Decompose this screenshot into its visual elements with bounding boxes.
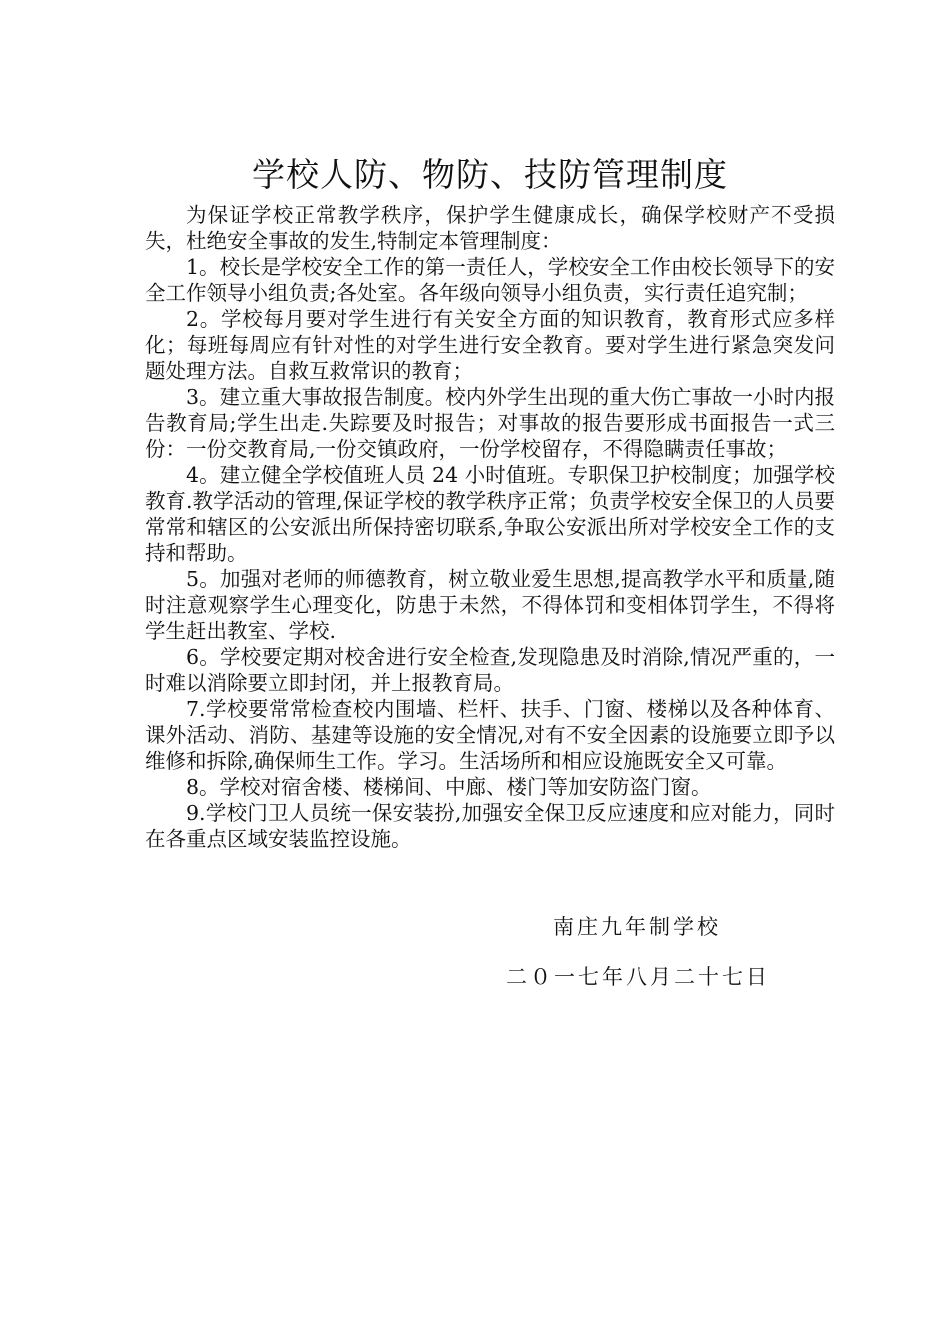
paragraph-item-2: 2。学校每月要对学生进行有关安全方面的知识教育，教育形式应多样化；每班每周应有针对性的对学生进行安全教育。要对学生进行紧急突发问题处理方法。自救互救常识的教育；	[145, 307, 835, 383]
signature-date: 二０一七年八月二十七日	[506, 965, 770, 989]
paragraph-item-1: 1。校长是学校安全工作的第一责任人，学校安全工作由校长领导下的安全工作领导小组负责;各处室。各年级向领导小组负责，实行责任追究制；	[145, 255, 835, 305]
paragraph-item-9: 9.学校门卫人员统一保安装扮,加强安全保卫反应速度和应对能力，同时在各重点区域安装监控设施。	[145, 801, 835, 851]
paragraph-item-5: 5。加强对老师的师德教育，树立敬业爱生思想,提高教学水平和质量,随时注意观察学生心理变化，防患于未然，不得体罚和变相体罚学生，不得将学生赶出教室、学校.	[145, 567, 835, 643]
paragraph-item-3: 3。建立重大事故报告制度。校内外学生出现的重大伤亡事故一小时内报告教育局;学生出走.失踪要及时报告；对事故的报告要形成书面报告一式三份：一份交教育局,一份交镇政府，一份学校留存，不得隐瞒责任事故；	[145, 385, 835, 461]
paragraph-item-8: 8。学校对宿舍楼、楼梯间、中廊、楼门等加安防盗门窗。	[186, 775, 712, 799]
signature-organization: 南庄九年制学校	[553, 915, 721, 939]
paragraph-item-7: 7.学校要常常检查校内围墙、栏杆、扶手、门窗、楼梯以及各种体育、课外活动、消防、基建等设施的安全情况,对有不安全因素的设施要立即予以维修和拆除,确保师生工作。学习。生活场所和相应设施既安全又可靠。	[145, 697, 835, 773]
document-title: 学校人防、物防、技防管理制度	[252, 155, 728, 194]
paragraph-item-6: 6。学校要定期对校舍进行安全检查,发现隐患及时消除,情况严重的，一时难以消除要立即封闭，并上报教育局。	[145, 645, 835, 695]
document-body	[145, 150, 835, 852]
paragraph-intro: 为保证学校正常教学秩序，保护学生健康成长，确保学校财产不受损失，杜绝安全事故的发生,特制定本管理制度：	[145, 203, 835, 253]
paragraph-item-4: 4。建立健全学校值班人员 24 小时值班。专职保卫护校制度；加强学校教育.教学活动的管理,保证学校的教学秩序正常；负责学校安全保卫的人员要常常和辖区的公安派出所保持密切联系,争取公安派出所对学校安全工作的支持和帮助。	[145, 463, 835, 565]
